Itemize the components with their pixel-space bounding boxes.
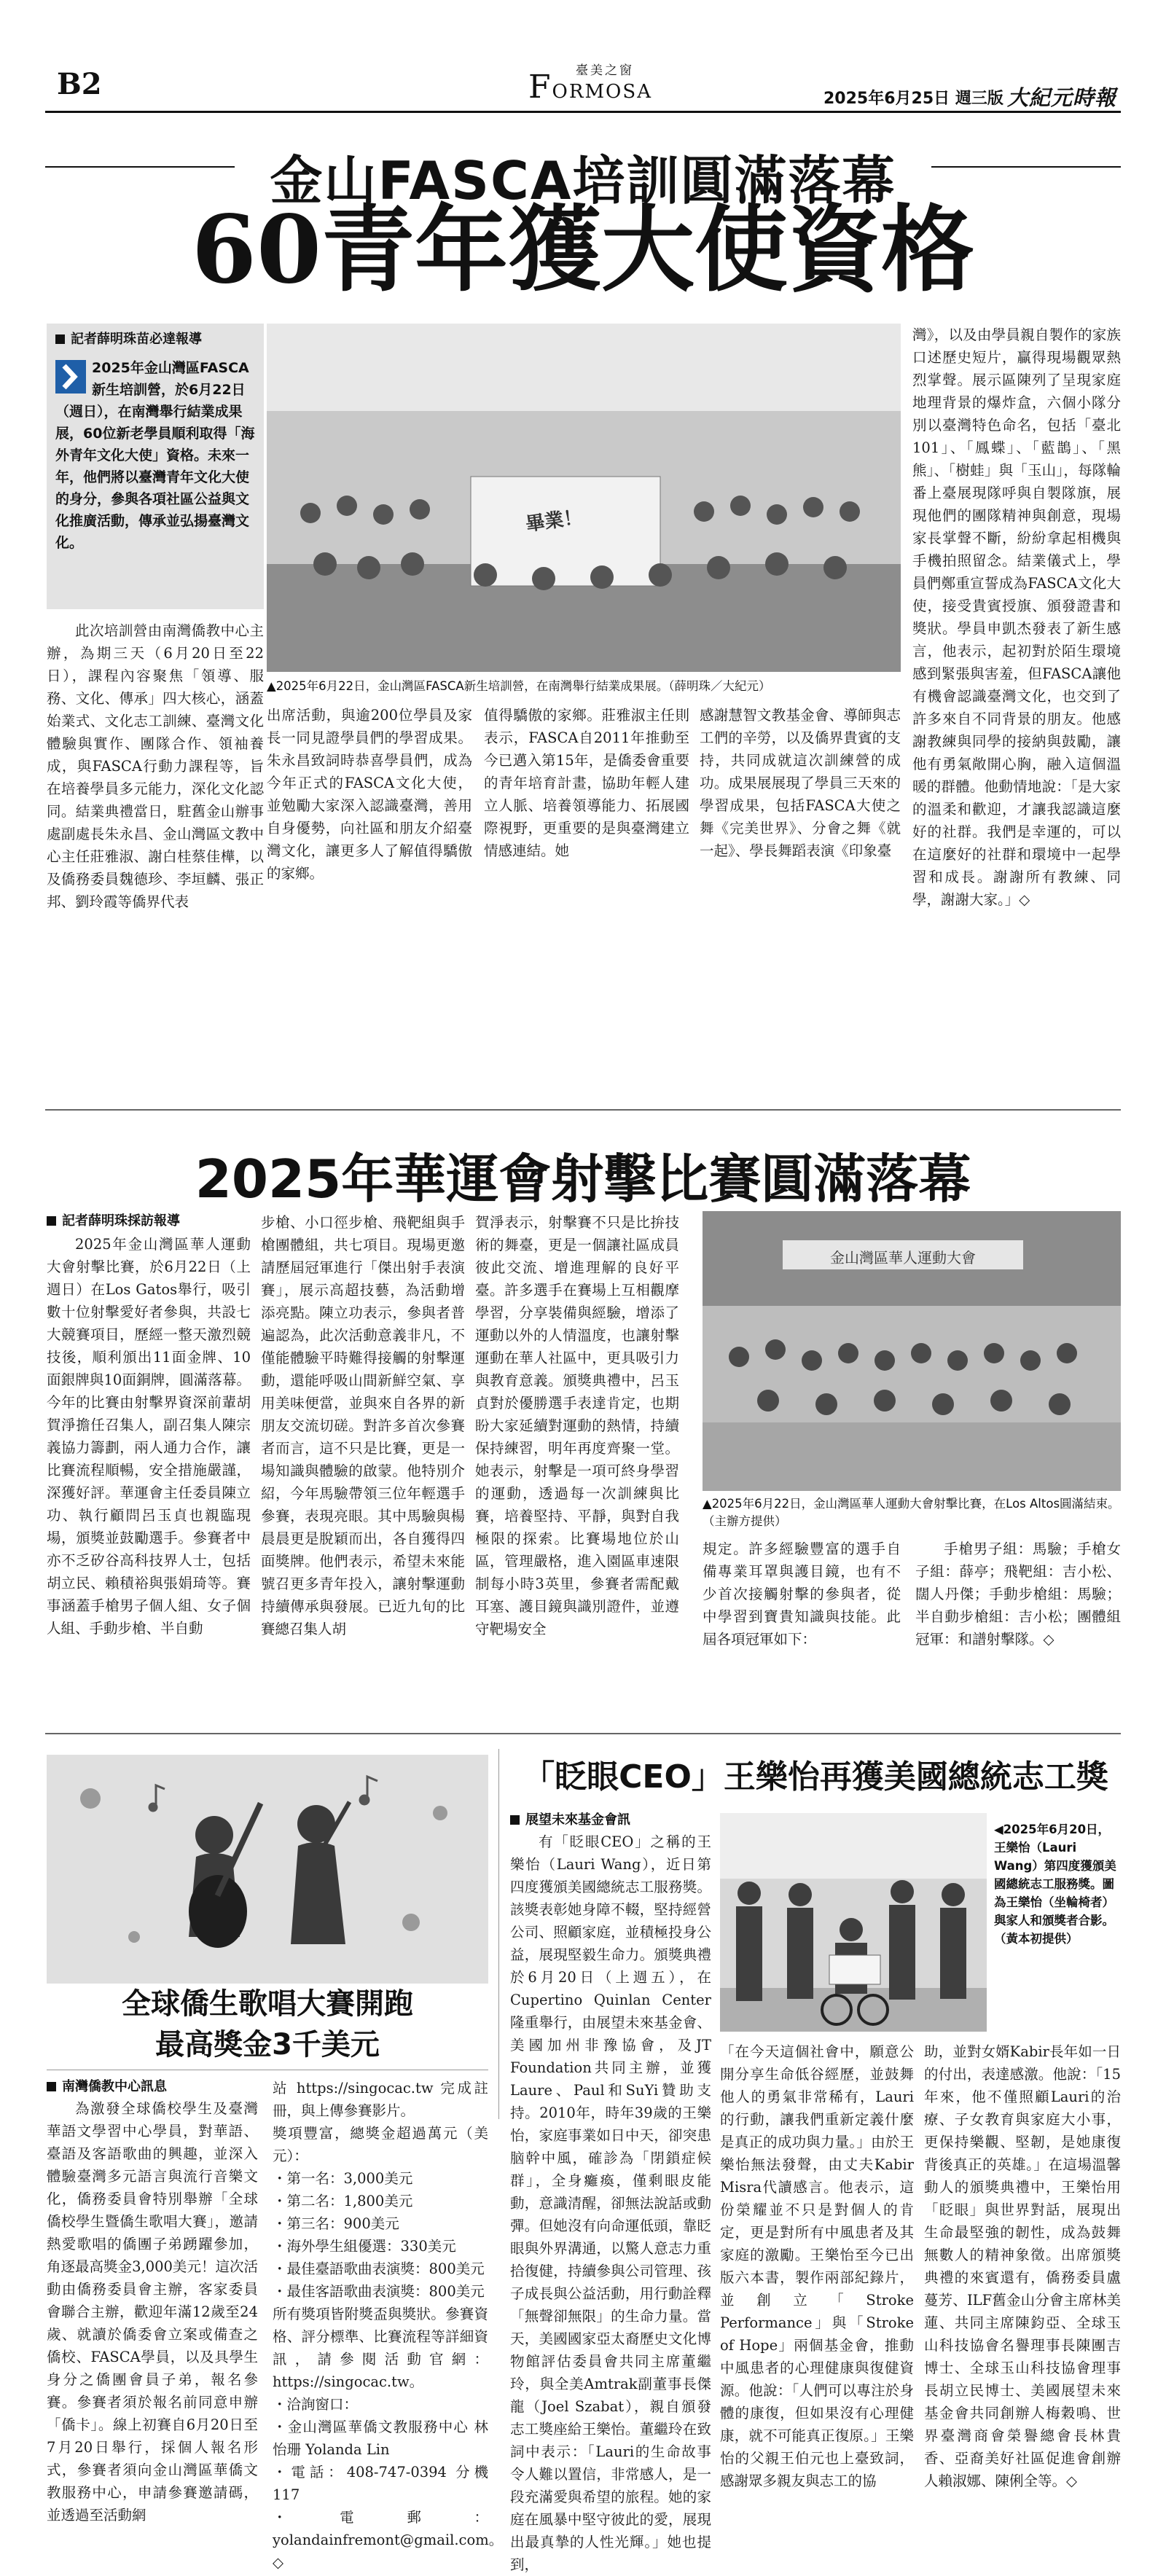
section-title-en: ORMOSA xyxy=(552,81,652,103)
article1-lead-box xyxy=(47,324,264,609)
article1-photo xyxy=(267,324,901,672)
article3-list-line: 站 https://singocac.tw 完成註冊，與上傳參賽影片。 xyxy=(273,2080,488,2119)
article2-col4-text: 規定。許多經驗豐富的選手自備專業耳罩與護目鏡，也有不少首次接觸射擊的參與者，從中學習到寶貴知識與技能。此屆各項冠軍如下： xyxy=(703,1540,901,1648)
article2-photo-banner: 金山灣區華人運動大會 xyxy=(830,1249,976,1267)
article1-col4 xyxy=(700,704,901,1100)
article1-lead-text: 2025年金山灣區FASCA新生培訓營，於6月22日（週日），在南灣舉行結業成果展，60位新老學員順利取得「海外青年文化大使」資格。未來一年，他們將以臺灣青年文化大使的身分，參與各項社區公益與文化推廣活動，傳承並弘揚臺灣文化。 xyxy=(55,360,255,551)
article1-headline: 金山FASCA培訓圓滿落幕 xyxy=(270,150,896,211)
article3-byline xyxy=(47,2077,167,2097)
article2-col5 xyxy=(915,1538,1121,1721)
article4-col3-text: 助，並對女婿Kabir長年如一日的付出，表達感激。他說：「15年來，他不僅照顧Lauri的治療、子女教育與家庭大小事，更保持樂觀、堅韌，是她康復背後真正的英雄。」在這場溫馨動人的頒獎典禮中，王樂怡用「眨眼」與世界對話，展現出生命最堅強的韌性，成為鼓舞無數人的精神象徵。出席頒獎典禮的來賓還有，僑務委員盧蔓芳、ILF舊金山分會主席林美蓮、共同主席陳鈞亞、全球玉山科技協會名譽理事長陳團吉博士、全球玉山科技協會理事長胡立民博士、美國展望未來基金會共同創辦人梅穀鳴、世界臺灣商會榮譽總會長林貴香、亞裔美好社區促進會創辦人賴淑娜、陳俐全等。◇ xyxy=(924,2043,1121,2489)
article1-col1 xyxy=(47,619,264,1100)
article3-headline: 全球僑生歌唱大賽開跑 xyxy=(122,1987,413,2021)
group-photo-image xyxy=(267,324,901,672)
article2-caption: ▲2025年6月22日，金山灣區華人運動大會射擊比賽，在Los Altos圓滿結束。（主辦方提供） xyxy=(703,1497,1120,1528)
article4-col2 xyxy=(720,2040,914,2489)
article3-list-line: ・洽詢窗口： xyxy=(273,2396,359,2413)
article1-chevron-icon xyxy=(55,360,86,394)
article3-list-line: 所有獎項皆附獎盃與獎狀。參賽資格、評分標準、比賽流程等詳細資訊，請參閱活動官網：https://singocac.tw。 xyxy=(273,2306,488,2390)
article2-col1-text: 2025年金山灣區華人運動大會射擊比賽，於6月22日（上週日）在Los Gatos舉行，吸引數十位射擊愛好者參與，共設七大競賽項目，歷經一整天激烈競技後，順利頒出11面金牌、10面銀牌與10面銅牌，圓滿落幕。今年的比賽由射擊界資深前輩胡賀淨擔任召集人，副召集人陳宗義協力籌劃，兩人通力合作，讓比賽流程順暢，安全措施嚴謹，深獲好評。華運會主任委員陳立功、執行顧問呂玉貞也親臨現場，頒獎並鼓勵選手。參賽者中亦不乏矽谷高科技界人士，包括胡立民、賴積裕與張娟琦等。賽事涵蓋手槍男子個人組、女子個人組、手動步槍、半自動 xyxy=(47,1236,251,1637)
article1-caption: ▲2025年6月22日，金山灣區FASCA新生培訓營，在南灣舉行結業成果展。（薛明珠／大紀元） xyxy=(267,679,771,693)
article4-caption: ◀2025年6月20日，王樂怡（Lauri Wang）第四度獲頒美國總統志工服務獎。圖為王樂怡（坐輪椅者）與家人和頒獎者合影。（黃本初提供） xyxy=(994,1823,1116,1946)
article4-col2-text: 「在今天這個社會中，願意公開分享生命低谷經歷，並鼓舞他人的勇氣非常稀有，Lauri的行動，讓我們重新定義什麼是真正的成功與力量。」由於王樂怡無法發聲，由丈夫Kabir Misra代讀感言。他表示，這份榮耀並不只是對個人的肯定，更是對所有中風患者及其家庭的激勵。王樂怡至今已出版六本書，製作兩部紀錄片，並創立「Stroke Performance」與「Stroke of Hope」兩個基金會，推動中風患者的心理健康與復健資源。他說：「人們可以專注於身體的康復，但如果沒有心理健康，就不可能真正復原。」王樂怡的父親王伯元也上臺致詞，感謝眾多親友與志工的協 xyxy=(720,2043,914,2489)
singing-illustration xyxy=(47,1755,488,1984)
article4-col1-text: 有「眨眼CEO」之稱的王樂怡（Lauri Wang），近日第四度獲頒美國總統志工服務獎。該獎表彰她身障不輟，堅持經營公司、照顧家庭，並積極投身公益，展現堅毅生命力。頒獎典禮於6月20日（上週五），在Cupertino Quinlan Center隆重舉行，由展望未來基金會、美國加州非豫協會，及JT Foundation共同主辦，並獲Laure、Paul和SuYi贊助支持。2010年，時年39歲的王樂怡，家庭事業如日中天，卻突患脑幹中風，確診為「閉鎖症候群」，全身癱瘓，僅剩眼皮能動，意識清醒，卻無法說話或動彈。但她沒有向命運低頭，靠眨眼與外界溝通，以驚人意志力重拾復健，持續參與公司管理、孩子成長與公益活動，用行動詮釋「無聲卻無限」的生命力量。當天，美國國家亞太裔歷史文化博物館評估委員會共同主席董繼玲，與全美Amtrak副董事長傑龍（Joel Szabat），親自頒發志工獎座給王樂怡。董繼玲在致詞中表示：「Lauri的生命故事令人難以置信，非常感人，是一段充滿愛與希望的旅程。她的家庭在風暴中堅守彼此的愛，展現出最真摯的人性光輝。」她也提到， xyxy=(510,1833,711,2573)
page-number: B2 xyxy=(57,67,102,101)
headline-rule-right xyxy=(931,166,1121,168)
article1-subheadline: 60青年獲大使資格 xyxy=(191,195,975,305)
article2-col1 xyxy=(47,1233,251,1721)
article1-lead xyxy=(55,357,255,554)
article3-list-line: ・金山灣區華僑文教服務中心 林怡珊 Yolanda Lin xyxy=(273,2419,488,2458)
article2-col2-text: 步槍、小口徑步槍、飛靶組與手槍團體組，共七項目。現場更邀請歷屆冠軍進行「傑出射手表演賽」，展示高超技藝，為活動增添亮點。陳立功表示，參與者普遍認為，此次活動意義非凡，不僅能體驗平時難得接觸的射擊運動，還能呼吸山間新鮮空氣、享用美味便當，並與來自各界的新朋友交流切磋。對許多首次參賽者而言，這不只是比賽，更是一場知識與體驗的啟蒙。他特別介紹，今年馬驗帶領三位年輕選手參賽，表現亮眼。其中馬驗與楊晨晨更是脫穎而出，各自獲得四面獎牌。他們表示，希望未來能號召更多青年投入，讓射擊運動持續傳承與發展。已近九旬的比賽總召集人胡 xyxy=(261,1214,465,1637)
paper-logo: 大紀元時報 xyxy=(1007,85,1117,110)
singers-illustration-icon xyxy=(47,1755,488,1984)
article1-col5-text: 灣》，以及由學員親自製作的家族口述歷史短片，贏得現場觀眾熱烈掌聲。展示區陳列了呈現家庭地理背景的爆炸盒，六個小隊分別以臺灣特色命名，包括「臺北101」、「鳳蝶」、「藍鵲」、「黑熊」、「樹蛙」與「玉山」，每隊輪番上臺展現隊呼與自製隊旗，展現他們的團隊精神與創意，現場家長掌聲不斷，紛紛拿起相機與手機拍照留念。結業儀式上，學員們鄭重宣誓成為FASCA文化大使，接受貴賓授旗、頒發證書和獎狀。學員申凱杰發表了新生感言，他表示，起初對於陌生環境感到緊張與害羞，但FASCA讓他有機會認識臺灣文化，也交到了許多來自不同背景的朋友。他感謝教練與同學的接納與鼓勵，讓他有勇氣敞開心胸，融入這個溫暖的群體。他動情地說：「是大家的溫柔和歡迎，才讓我認識這麼好的社群。我們是幸運的，可以在這麼好的社群和環境中一起學習和成長。謝謝所有教練、同學，謝謝大家。」◇ xyxy=(912,326,1121,908)
article3-list-line: ・最佳客語歌曲表演獎：800美元 xyxy=(273,2283,485,2300)
article2-byline-text: 記者薛明珠採訪報導 xyxy=(62,1213,180,1229)
article3-list-line: ・最佳臺語歌曲表演獎：800美元 xyxy=(273,2260,485,2277)
section-title xyxy=(510,60,670,106)
article2-col2 xyxy=(261,1211,465,1721)
article4-col1 xyxy=(510,1831,711,2573)
article1-col3-text: 值得驕傲的家鄉。莊雅淑主任則表示，FASCA自2011年推動至今已邁入第15年，是僑委會重要的青年培育計畫，協助年輕人建立人脈、培養領導能力、拓展國際視野，更重要的是與臺灣建立情感連結。她 xyxy=(484,707,689,859)
article4-byline xyxy=(510,1810,630,1831)
issue-date: 2025年6月25日 週三版 xyxy=(823,90,1003,108)
article2-photo xyxy=(703,1211,1121,1491)
article3-list-line: ・第三名：900美元 xyxy=(273,2215,399,2232)
article2-col3 xyxy=(475,1211,679,1721)
article3-list-line: ・第一名：3,000美元 xyxy=(273,2170,413,2187)
article1-col2-text: 出席活動，與逾200位學員及家長一同見證學員們的學習成果。朱永昌致詞時恭喜學員們，成為今年正式的FASCA文化大使，並勉勵大家深入認識臺灣，善用自身優勢，向社區和朋友介紹臺灣文化，讓更多人了解值得驕傲的家鄉。 xyxy=(267,707,472,882)
article2-col5-text: 手槍男子組：馬驗；手槍女子組：薛亭；飛靶組：吉小松、闊人丹傑；手動步槍組：馬驗；半自動步槍組：吉小松；團體組冠軍：和譜射擊隊。◇ xyxy=(915,1540,1121,1648)
article4-photo xyxy=(720,1813,987,2032)
headline-rule-left xyxy=(45,166,235,168)
article3-byline-text: 南灣僑教中心訊息 xyxy=(62,2079,167,2094)
article3-subheadline: 最高獎金3千美元 xyxy=(155,2028,380,2062)
article1-col1-text: 此次培訓營由南灣僑教中心主辦，為期三天（6月20日至22日），課程內容聚焦「領導、服務、文化、傳承」四大核心，涵蓋始業式、文化志工訓練、臺灣文化體驗與實作、團隊合作、領袖養成，與FASCA行動力課程等，旨在培養學員多元能力，深化文化認同。結業典禮當日，駐舊金山辦事處副處長朱永昌、金山灣區文教中心主任莊雅淑、謝白桂蔡佳樺，以及僑務委員魏德珍、李垣麟、張正邦、劉玲霞等僑界代表 xyxy=(47,622,264,910)
award-ceremony-photo-image xyxy=(720,1813,987,2032)
article3-col1-text: 為激發全球僑校學生及臺灣華語文學習中心學員，對華語、臺語及客語歌曲的興趣，並深入體驗臺灣多元語言與流行音樂文化，僑務委員會特別舉辦「全球僑校學生暨僑生歌唱大賽」，邀請熱愛歌唱的僑團子弟踴躍參加，角逐最高獎金3,000美元！這次活動由僑務委員會主辦，客家委員會聯合主辦，歡迎年滿12歲至24歲、就讀於僑委會立案或備查之僑校、FASCA學員，以及具學生身分之僑團會員子弟，報名參賽。參賽者須於報名前同意申辦「僑卡」。線上初賽自6月20日至7月20日舉行，採個人報名形式，參賽者須向金山灣區華僑文教服務中心，申請參賽邀請碼，並透過至活動網 xyxy=(47,2100,258,2524)
article1-col5 xyxy=(912,324,1121,1100)
article1-byline xyxy=(55,329,255,350)
article3-list-line: ・電話：408-747-0394 分機117 xyxy=(273,2464,488,2503)
article1-col2 xyxy=(267,704,472,1100)
article3-list-line: ・海外學生組優選：330美元 xyxy=(273,2238,456,2255)
article3-list-line: ・電郵：yolandainfremont@gmail.com。◇ xyxy=(273,2509,504,2571)
article2-col4 xyxy=(703,1538,901,1721)
section-title-en-initial: F xyxy=(528,68,552,106)
article2-headline: 2025年華運會射擊比賽圓滿落幕 xyxy=(195,1148,971,1210)
article4-col3 xyxy=(924,2040,1121,2489)
article3-article4-divider xyxy=(498,1749,499,2119)
article4-headline: 「眨眼CEO」王樂怡再獲美國總統志工獎 xyxy=(523,1758,1108,1796)
article3-col2 xyxy=(273,2077,504,2571)
article3-list-line: 獎項豐富，總獎金超過萬元（美元）： xyxy=(273,2125,488,2164)
article2-divider xyxy=(45,1733,1121,1734)
article1-divider xyxy=(45,1109,1121,1111)
article1-col4-text: 感謝慧智文教基金會、導師與志工們的辛勞，以及僑界貴賓的支持，共同成就這次訓練營的成功。成果展展現了學員三天來的學習成果，包括FASCA大使之舞《完美世界》、分會之舞《就一起》、學長舞蹈表演《印象臺 xyxy=(700,707,901,859)
article2-col3-text: 賀淨表示，射擊賽不只是比拚技術的舞臺，更是一個讓社區成員彼此交流、增進理解的良好平臺。許多選手在賽場上互相觀摩學習，分享裝備與經驗，增添了運動以外的人情溫度，也讓射擊運動在華人社區中，更具吸引力與教育意義。頒獎典禮中，呂玉貞對於優勝選手表達肯定，也期盼大家延續對運動的熱情，持續保持練習，明年再度齊聚一堂。她表示，射擊是一項可終身學習的運動，透過每一次訓練與比賽，培養堅持、平靜，與對自我極限的探索。比賽場地位於山區，管理嚴格，進入園區車速限制每小時3英里，參賽者需配戴耳塞、護目鏡與識別證件，並遵守靶場安全 xyxy=(475,1214,679,1637)
article3-list-line: ・第二名：1,800美元 xyxy=(273,2193,413,2209)
article4-byline-text: 展望未來基金會訊 xyxy=(525,1812,630,1828)
section-title-cn: 臺美之窗 xyxy=(576,63,634,78)
article2-byline xyxy=(47,1211,180,1232)
article1-col3 xyxy=(484,704,689,1100)
article1-photo-banner: 畢業！ xyxy=(524,506,584,536)
header-rule xyxy=(45,111,1121,113)
article1-byline-text: 記者薛明珠苗必達報導 xyxy=(71,332,202,347)
article3-col1 xyxy=(47,2097,258,2524)
